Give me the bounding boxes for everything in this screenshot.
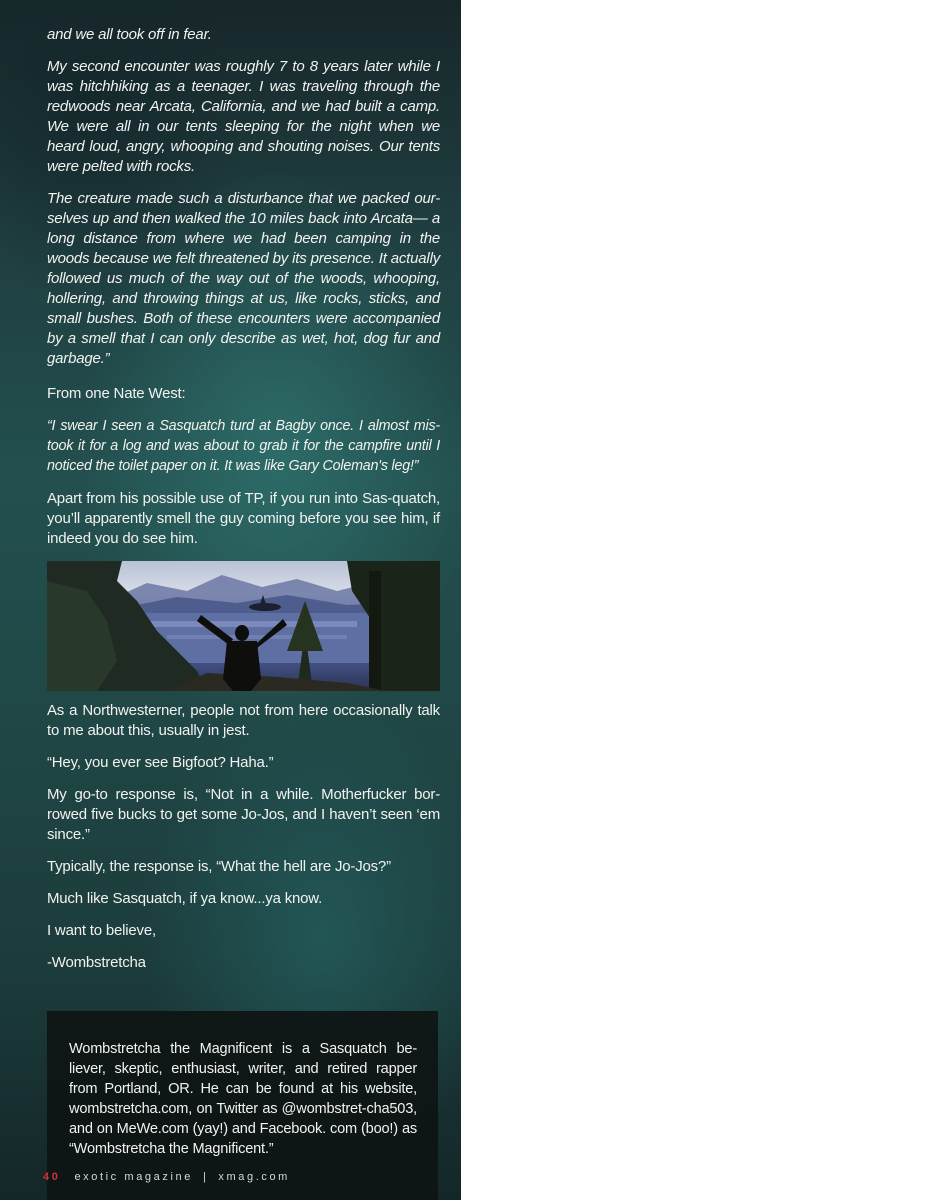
article-paragraph: The creature made such a disturbance that we packed our-selves up and then walked the 10 miles back into Arcata— a long distance from where we had been camping in the woods because we felt threatened by its presence. It actually followed us much of the way out of the woods, whooping, hollering, and throwing things at us, like rocks, sticks, and small bushes. Both of these encounters were accompanied by a smell that I can only describe as wet, hot, dog fur and garbage.” [47,190,440,367]
photo-illustration [47,561,440,691]
article-paragraph: Much like Sasquatch, if ya know...ya know. [47,890,323,907]
article-attribution-block [47,384,440,416]
sasquatch-lake-photo [47,561,440,691]
magazine-website: xmag.com [218,1171,290,1183]
article-quote-block [47,416,440,488]
article-paragraph: As a Northwesterner, people not from here occasionally talk to me about this, usually in jest. [47,702,440,739]
article-paragraph: My go-to response is, “Not in a while. Motherfucker bor-rowed five bucks to get some Jo-Jos, and I haven’t seen ‘em since.” [47,786,440,843]
article-paragraph: “Hey, you ever see Bigfoot? Haha.” [47,754,274,771]
article-signature: -Wombstretcha [47,954,146,971]
page-footer [43,1171,290,1183]
article-paragraph: and we all took off in fear. [47,26,212,43]
page-number: 40 [43,1171,61,1183]
article-paragraph: Typically, the response is, “What the hell are Jo-Jos?” [47,858,391,875]
article-paragraph: My second encounter was roughly 7 to 8 years later while I was hitchhiking as a teenager. I was traveling through the redwoods near Arcata, California, and we had built a camp. We were all in our tents sleeping for the night when we heard loud, angry, whooping and shouting noises. Our tents were pelted with rocks. [47,58,440,175]
article-paragraph: Apart from his possible use of TP, if you run into Sas-quatch, you’ll apparently smell the guy coming before you see him, if indeed you do see him. [47,490,440,547]
article-block-after-photo [47,701,440,985]
article-italic-block [47,25,440,381]
article-column [0,0,461,1200]
article-quote: “I swear I seen a Sasquatch turd at Bagby once. I almost mis-took it for a log and was about to grab it for the campfire until I noticed the toilet paper on it. It was like Gary Coleman's leg!” [47,418,440,474]
magazine-name: exotic magazine [74,1171,193,1183]
footer-separator: | [202,1171,209,1183]
article-block-before-photo [47,489,440,561]
article-paragraph: I want to believe, [47,922,156,939]
author-bio-text: Wombstretcha the Magnificent is a Sasquatch be-liever, skeptic, enthusiast, writer, and retired rapper from Portland, OR. He can be found at his website, wombstretcha.com, on Twitter as @wombstret-cha503, and on MeWe.com (yay!) and Facebook. com (boo!) as “Wombstretcha the Magnificent.” [69,1041,417,1157]
article-paragraph: From one Nate West: [47,385,186,402]
